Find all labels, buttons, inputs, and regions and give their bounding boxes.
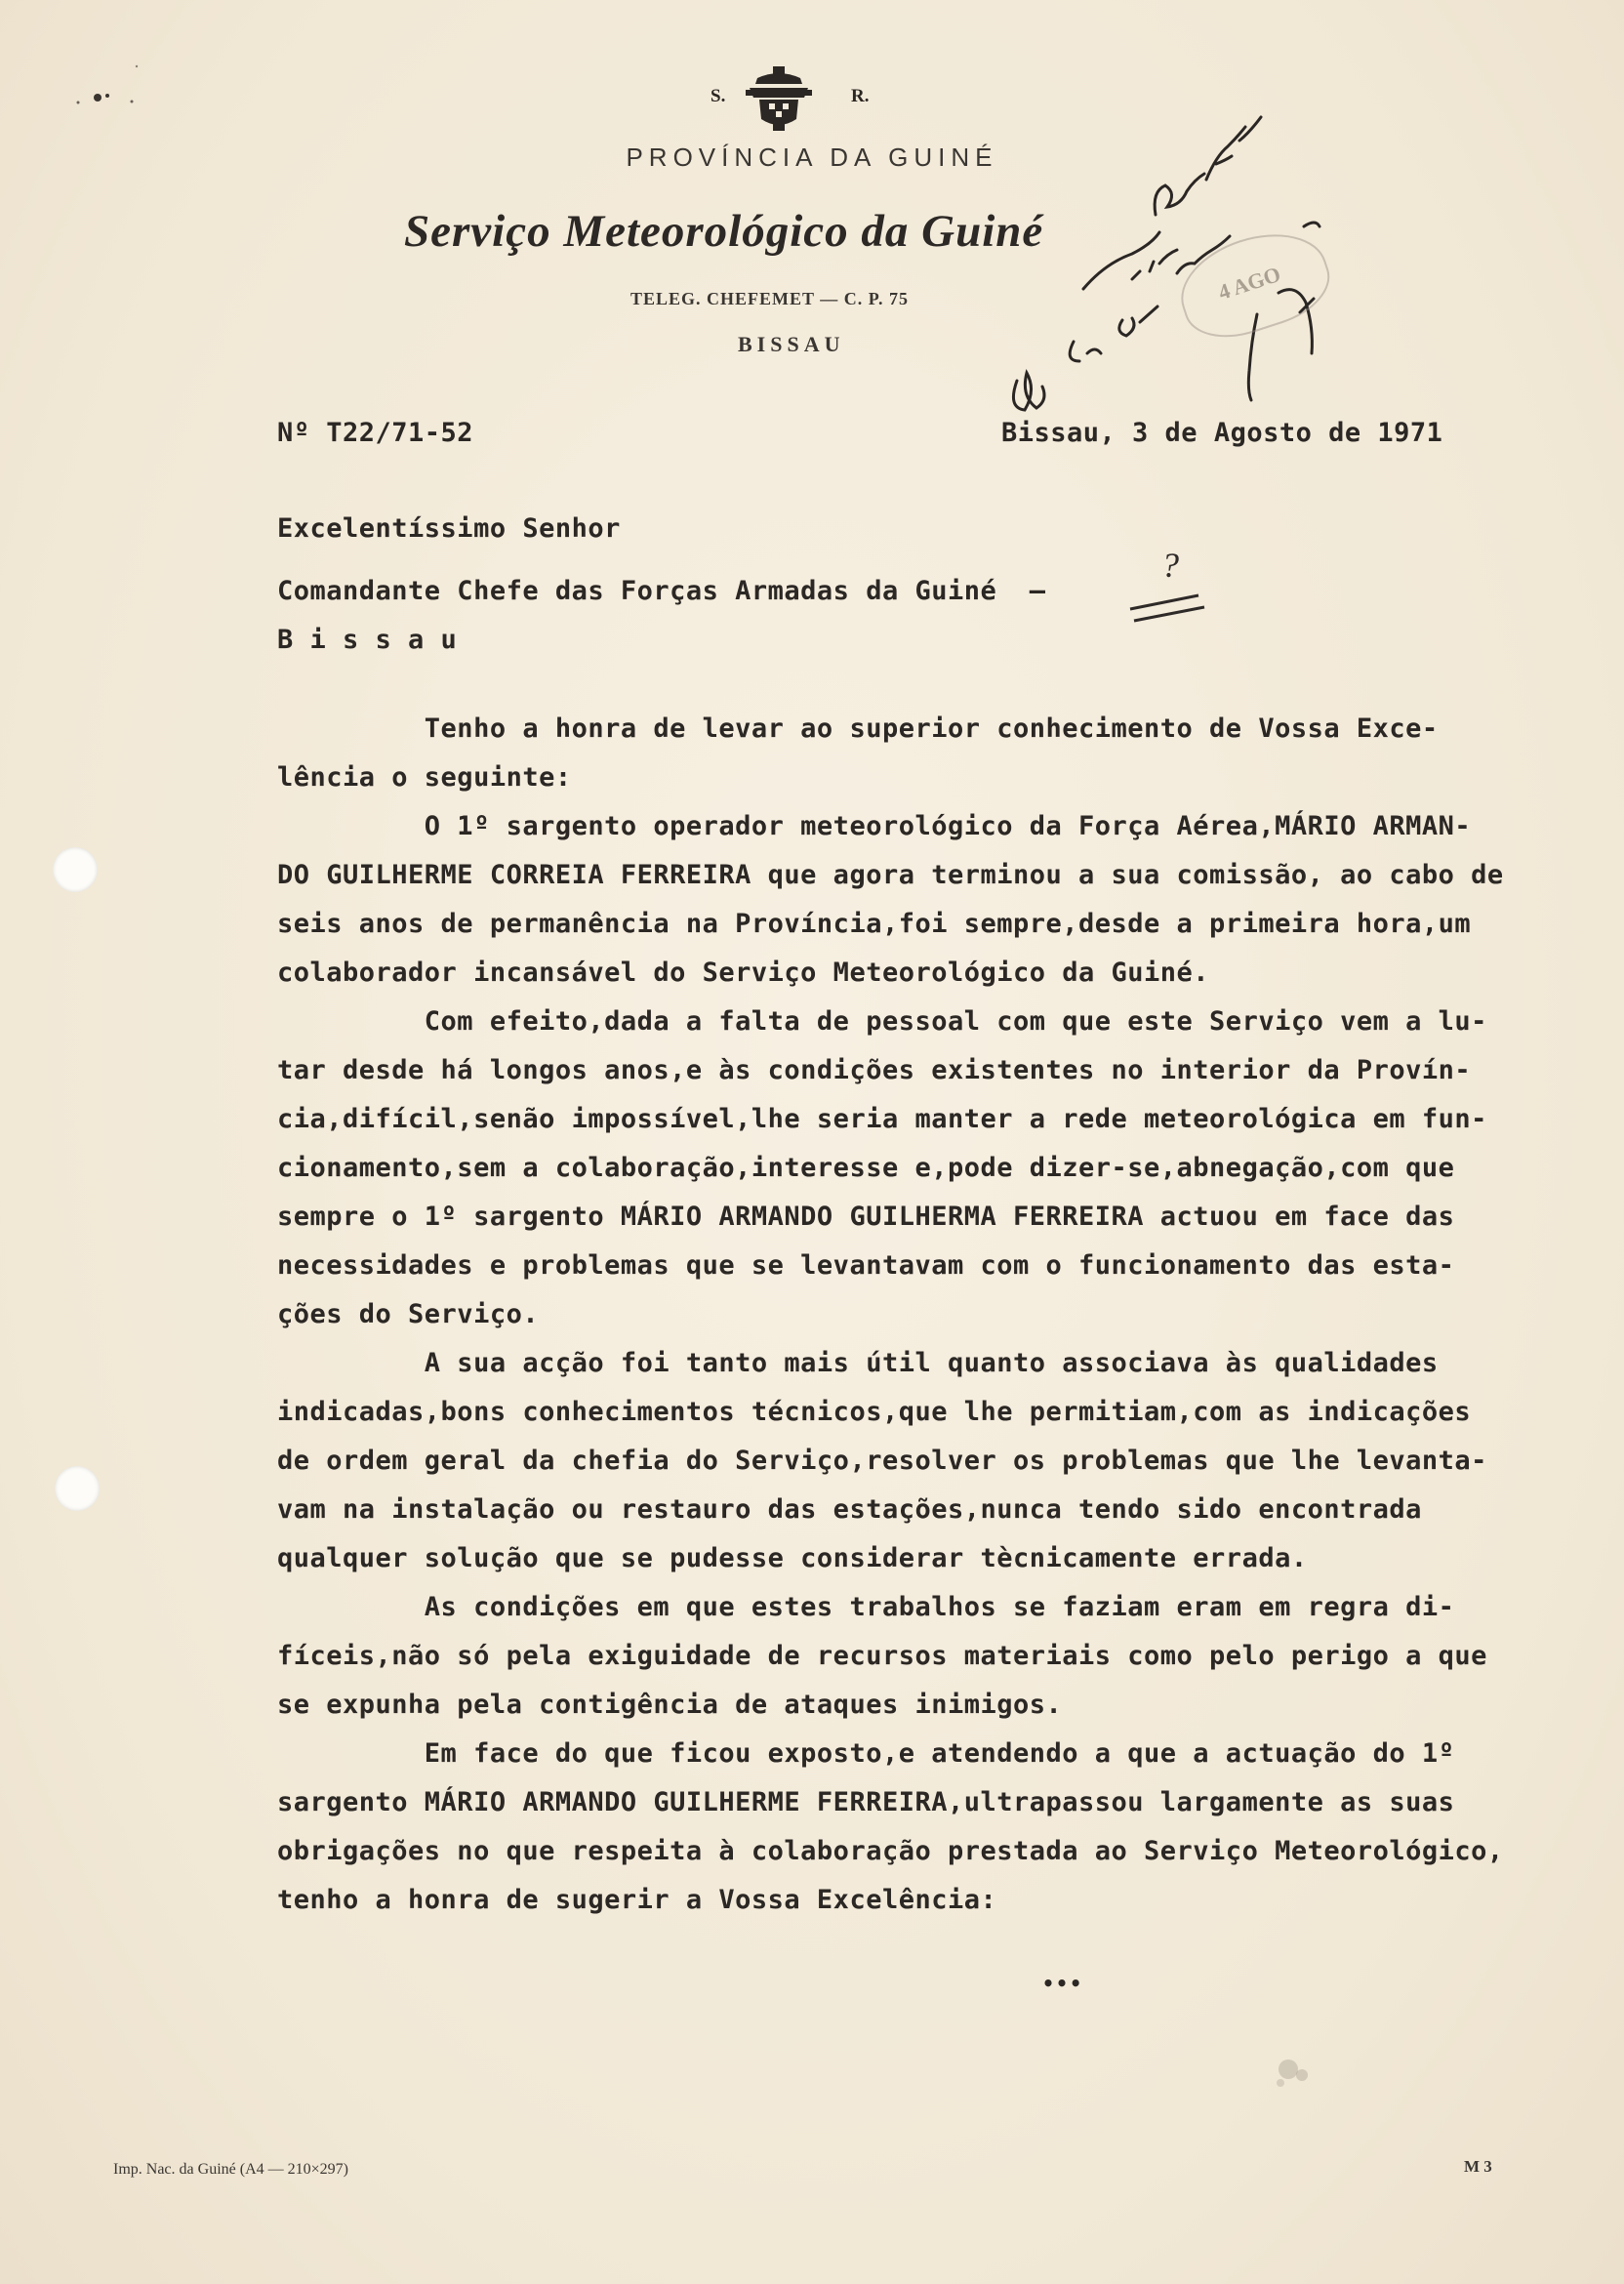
body-line: indicadas,bons conhecimentos técnicos,que lhe permitiam,com as indicações xyxy=(277,1397,1472,1427)
handwritten-question-mark: ? xyxy=(1161,546,1179,585)
ink-smudge xyxy=(1259,2040,1327,2108)
handwritten-annotation xyxy=(986,98,1396,429)
body-line: fíceis,não só pela exiguidade de recursos materiais como pelo perigo a que xyxy=(277,1641,1487,1671)
paper-speckles xyxy=(39,59,156,137)
body-line: vam na instalação ou restauro das estações,nunca tendo sido encontrada xyxy=(277,1494,1422,1525)
body-line: necessidades e problemas que se levantavam com o funcionamento das esta- xyxy=(277,1250,1455,1281)
punch-hole-top xyxy=(53,847,98,892)
body-line: lência o seguinte: xyxy=(277,762,572,793)
reference-number: Nº T22/71-52 xyxy=(277,418,474,448)
body-line: cionamento,sem a colaboração,interesse e,pode dizer-se,abnegação,com que xyxy=(277,1153,1455,1183)
service-name: Serviço Meteorológico da Guiné xyxy=(404,206,1044,257)
province-heading: PROVÍNCIA DA GUINÉ xyxy=(626,143,998,172)
coat-of-arms-icon xyxy=(744,64,814,135)
form-code: M 3 xyxy=(1464,2157,1492,2176)
body-line: A sua acção foi tanto mais útil quanto associava às qualidades xyxy=(277,1348,1439,1378)
body-line: sargento MÁRIO ARMANDO GUILHERME FERREIRA,ultrapassou largamente as suas xyxy=(277,1787,1455,1817)
body-line: qualquer solução que se pudesse considerar tècnicamente errada. xyxy=(277,1543,1308,1573)
body-line: cia,difícil,senão impossível,lhe seria manter a rede meteorológica em fun- xyxy=(277,1104,1487,1134)
body-line: seis anos de permanência na Província,foi sempre,desde a primeira hora,um xyxy=(277,909,1472,939)
letter-body xyxy=(277,705,1604,1925)
date-line: Bissau, 3 de Agosto de 1971 xyxy=(1001,418,1443,448)
body-line: tar desde há longos anos,e às condições existentes no interior da Provín- xyxy=(277,1055,1472,1085)
body-line: Com efeito,dada a falta de pessoal com que este Serviço vem a lu- xyxy=(277,1006,1487,1037)
body-line: obrigações no que respeita à colaboração prestada ao Serviço Meteorológico, xyxy=(277,1836,1504,1866)
printer-imprint: Imp. Nac. da Guiné (A4 — 210×297) xyxy=(113,2161,348,2178)
recipient: Comandante Chefe das Forças Armadas da Guiné — xyxy=(277,576,1046,606)
body-line: As condições em que estes trabalhos se faziam eram em regra di- xyxy=(277,1592,1455,1622)
stamp-date: 4 AGO xyxy=(1215,261,1284,305)
city-heading: BISSAU xyxy=(738,332,845,356)
telegraph-line: TELEG. CHEFEMET — C. P. 75 xyxy=(630,289,910,308)
body-line: ções do Serviço. xyxy=(277,1299,540,1329)
body-line: colaborador incansável do Serviço Meteorológico da Guiné. xyxy=(277,958,1210,988)
body-line: Em face do que ficou exposto,e atendendo a que a actuação do 1º xyxy=(277,1738,1455,1769)
salutation: Excelentíssimo Senhor xyxy=(277,513,621,544)
body-line: sempre o 1º sargento MÁRIO ARMANDO GUILHERMA FERREIRA actuou em face das xyxy=(277,1202,1455,1232)
body-line: se expunha pela contigência de ataques inimigos. xyxy=(277,1690,1063,1720)
punch-hole-bottom xyxy=(55,1466,100,1511)
body-line: DO GUILHERME CORREIA FERREIRA que agora terminou a sua comissão, ao cabo de xyxy=(277,860,1504,890)
initial-left: S. xyxy=(710,86,726,106)
recipient-city: B i s s a u xyxy=(277,625,458,655)
body-line: Tenho a honra de levar ao superior conhecimento de Vossa Exce- xyxy=(277,714,1439,744)
body-line: tenho a honra de sugerir a Vossa Excelência: xyxy=(277,1885,997,1915)
body-line: O 1º sargento operador meteorológico da Força Aérea,MÁRIO ARMAN- xyxy=(277,811,1472,841)
handwritten-strike-marks xyxy=(1122,586,1210,634)
continuation-mark: ••• xyxy=(1042,1972,1084,1995)
body-line: de ordem geral da chefia do Serviço,resolver os problemas que lhe levanta- xyxy=(277,1446,1487,1476)
initial-right: R. xyxy=(851,86,870,106)
